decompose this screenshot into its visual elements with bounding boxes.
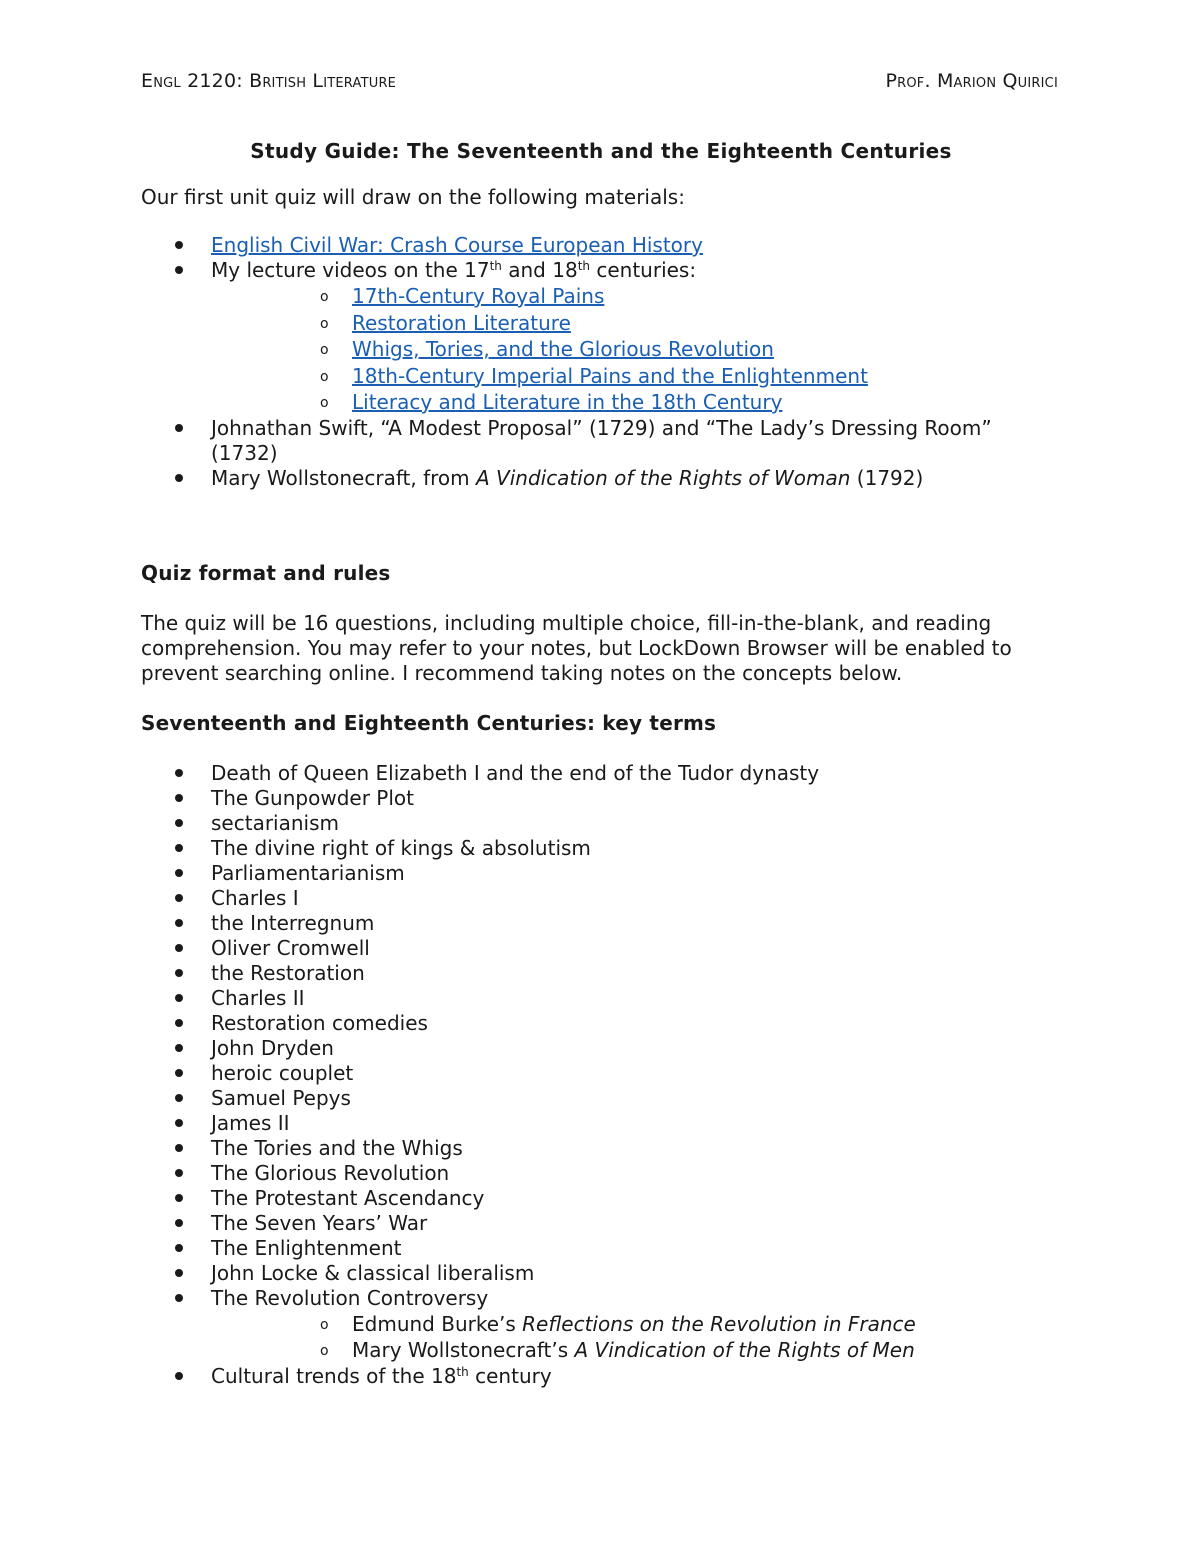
key-terms-list xyxy=(141,761,1061,1389)
key-terms-heading: Seventeenth and Eighteenth Centuries: key terms xyxy=(141,710,717,735)
revolution-controversy-text: The Revolution Controversy xyxy=(211,1285,489,1310)
materials-list xyxy=(141,233,1061,491)
list-item: the Interregnum xyxy=(141,911,1061,936)
list-item xyxy=(141,233,1061,258)
list-item: Charles II xyxy=(141,986,1061,1011)
author-text: Mary Wollstonecraft’s xyxy=(352,1338,575,1362)
list-item xyxy=(141,258,1061,416)
cultural-trends-text: Cultural trends of the 18 xyxy=(211,1363,457,1388)
instructor-name: Prof. Marion Quirici xyxy=(885,70,1058,92)
lecture-text: centuries: xyxy=(590,258,697,282)
list-item: John Dryden xyxy=(141,1036,1061,1061)
list-item: The Glorious Revolution xyxy=(141,1161,1061,1186)
sub-list-item xyxy=(211,389,1061,416)
list-item: The Enlightenment xyxy=(141,1236,1061,1261)
list-item: Charles I xyxy=(141,886,1061,911)
lecture-videos-list xyxy=(211,283,1061,416)
list-item: The Seven Years’ War xyxy=(141,1211,1061,1236)
book-title: A Vindication of the Rights of Woman xyxy=(475,465,851,490)
civil-war-video-link[interactable]: English Civil War: Crash Course European History xyxy=(211,233,703,257)
lecture-link-literacy-literature[interactable]: Literacy and Literature in the 18th Century xyxy=(352,390,783,414)
list-item: The Protestant Ascendancy xyxy=(141,1186,1061,1211)
quiz-format-heading: Quiz format and rules xyxy=(141,560,391,585)
list-item xyxy=(141,1286,1061,1364)
list-item: The divine right of kings & absolutism xyxy=(141,836,1061,861)
document-body xyxy=(141,139,1061,1389)
sub-list-item xyxy=(211,310,1061,337)
page-title: Study Guide: The Seventeenth and the Eighteenth Centuries xyxy=(250,139,952,163)
list-item: heroic couplet xyxy=(141,1061,1061,1086)
sub-list-item xyxy=(211,283,1061,310)
list-item: the Restoration xyxy=(141,961,1061,986)
list-item: Samuel Pepys xyxy=(141,1086,1061,1111)
list-item: sectarianism xyxy=(141,811,1061,836)
list-item: Death of Queen Elizabeth I and the end of the Tudor dynasty xyxy=(141,761,1061,786)
list-item: John Locke & classical liberalism xyxy=(141,1261,1061,1286)
lecture-text: and 18 xyxy=(501,258,578,282)
list-item: Restoration comedies xyxy=(141,1011,1061,1036)
superscript: th xyxy=(456,1364,469,1379)
book-title: Reflections on the Revolution in France xyxy=(522,1311,916,1336)
author-text: Edmund Burke’s xyxy=(352,1311,523,1336)
controversy-sub-list xyxy=(211,1311,1061,1364)
course-title: Engl 2120: British Literature xyxy=(141,70,397,92)
lecture-text: My lecture videos on the 17 xyxy=(211,258,490,282)
list-item xyxy=(141,1364,1061,1389)
wollstonecraft-text: Mary Wollstonecraft, from xyxy=(211,465,476,490)
lecture-link-royal-pains[interactable]: 17th-Century Royal Pains xyxy=(352,284,605,308)
sub-list-item xyxy=(211,336,1061,363)
list-item: Parliamentarianism xyxy=(141,861,1061,886)
superscript: th xyxy=(489,259,502,273)
sub-list-item xyxy=(211,1337,1061,1364)
swift-reading: Johnathan Swift, “A Modest Proposal” (1729) and “The Lady’s Dressing Room” (1732) xyxy=(211,415,992,465)
lecture-link-restoration-literature[interactable]: Restoration Literature xyxy=(352,310,571,335)
list-item xyxy=(141,466,1061,491)
list-item xyxy=(141,416,1061,466)
list-item: The Gunpowder Plot xyxy=(141,786,1061,811)
sub-list-item xyxy=(211,363,1061,390)
list-item: Oliver Cromwell xyxy=(141,936,1061,961)
list-item: James II xyxy=(141,1111,1061,1136)
wollstonecraft-year: (1792) xyxy=(850,465,924,490)
intro-text: Our first unit quiz will draw on the following materials: xyxy=(141,185,685,209)
cultural-trends-text: century xyxy=(468,1363,552,1388)
list-item: The Tories and the Whigs xyxy=(141,1136,1061,1161)
lecture-link-imperial-pains[interactable]: 18th-Century Imperial Pains and the Enlightenment xyxy=(352,363,868,388)
sub-list-item xyxy=(211,1311,1061,1338)
lecture-link-glorious-revolution[interactable]: Whigs, Tories, and the Glorious Revolution xyxy=(352,337,774,361)
quiz-rules-text: The quiz will be 16 questions, including multiple choice, fill-in-the-blank, and reading comprehension. You may refer to your notes, but LockDown Browser will be enabled to prevent searching online. I recommend taking notes on the concepts below. xyxy=(141,610,1012,685)
book-title: A Vindication of the Rights of Men xyxy=(574,1338,915,1362)
superscript: th xyxy=(577,259,590,273)
